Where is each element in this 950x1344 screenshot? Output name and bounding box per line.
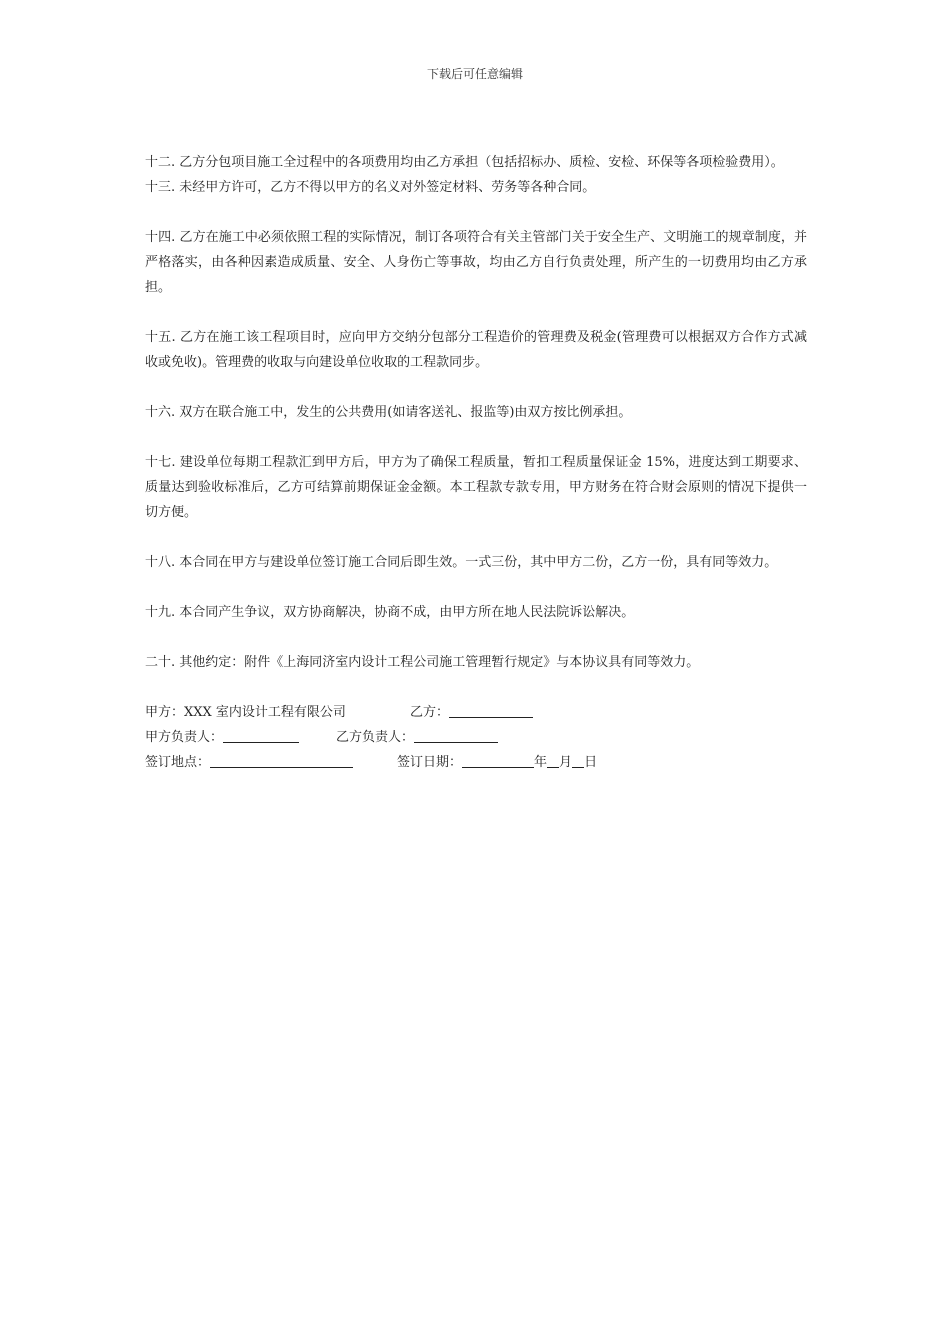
sign-month-blank[interactable] xyxy=(547,751,559,768)
signature-row-representatives xyxy=(145,725,807,750)
sign-place-label: 签订地点： xyxy=(145,755,211,770)
clause-13: 十三. 未经甲方许可，乙方不得以甲方的名义对外签定材料、劳务等各种合同。 xyxy=(145,180,596,195)
sign-day-blank[interactable] xyxy=(572,751,584,768)
clause-16: 十六. 双方在联合施工中，发生的公共费用(如请客送礼、报监等)由双方按比例承担。 xyxy=(145,405,632,420)
signature-row-parties xyxy=(145,700,807,725)
clause-17: 十七. 建设单位每期工程款汇到甲方后，甲方为了确保工程质量，暂扣工程质量保证金 15%，进度达到工期要求、质量达到验收标准后，乙方可结算前期保证金金额。本工程款专款专用，甲方财务在符合财会原则的情况下提供一切方便。 xyxy=(145,455,807,520)
sign-year-blank[interactable] xyxy=(462,751,534,768)
party-b-rep-label: 乙方负责人： xyxy=(336,730,415,745)
sign-place-blank[interactable] xyxy=(210,751,353,768)
clause-19: 十九. 本合同产生争议，双方协商解决，协商不成，由甲方所在地人民法院诉讼解决。 xyxy=(145,605,635,620)
month-label: 月 xyxy=(559,755,573,770)
signature-row-place-date xyxy=(145,750,807,775)
clause-15: 十五. 乙方在施工该工程项目时，应向甲方交纳分包部分工程造价的管理费及税金(管理费可以根据双方合作方式减收或免收)。管理费的收取与向建设单位收取的工程款同步。 xyxy=(145,330,807,370)
party-b-rep-blank[interactable] xyxy=(414,726,498,743)
clause-14: 十四. 乙方在施工中必须依照工程的实际情况，制订各项符合有关主管部门关于安全生产、文明施工的规章制度，并严格落实，由各种因素造成质量、安全、人身伤亡等事故，均由乙方自行负责处理，所产生的一切费用均由乙方承担。 xyxy=(145,230,807,295)
clause-20: 二十. 其他约定：附件《上海同济室内设计工程公司施工管理暂行规定》与本协议具有同等效力。 xyxy=(145,655,700,670)
page-header-note: 下载后可任意编辑 xyxy=(426,67,523,81)
contract-body xyxy=(145,150,807,775)
clause-12: 十二. 乙方分包项目施工全过程中的各项费用均由乙方承担（包括招标办、质检、安检、环保等各项检验费用）。 xyxy=(145,155,784,170)
party-b-label: 乙方： xyxy=(410,705,450,720)
party-a-label: 甲方：XXX 室内设计工程有限公司 xyxy=(145,705,346,720)
party-b-blank[interactable] xyxy=(449,701,533,718)
clause-18: 十八. 本合同在甲方与建设单位签订施工合同后即生效。一式三份，其中甲方二份，乙方一份，具有同等效力。 xyxy=(145,555,778,570)
year-label: 年 xyxy=(534,755,548,770)
signature-block xyxy=(145,700,807,775)
sign-date-label: 签订日期： xyxy=(397,755,463,770)
party-a-rep-blank[interactable] xyxy=(223,726,299,743)
party-a-rep-label: 甲方负责人： xyxy=(145,730,224,745)
day-label: 日 xyxy=(584,755,598,770)
